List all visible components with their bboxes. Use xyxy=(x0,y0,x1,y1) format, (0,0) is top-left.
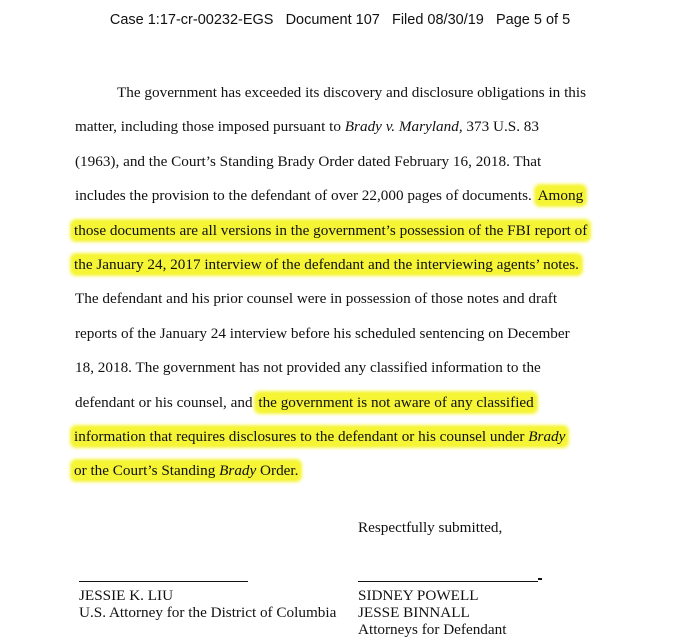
case-header xyxy=(0,12,680,28)
paragraph-line xyxy=(72,420,635,454)
case-citation: Brady xyxy=(219,462,257,480)
filed-date: Filed 08/30/19 xyxy=(391,12,484,28)
body-paragraph xyxy=(75,76,635,489)
highlighted-text: Among xyxy=(537,187,584,205)
line-text: 18, 2018. The government has not provided any classified information to the xyxy=(75,359,541,377)
highlighted-text: the government is not aware of any classified xyxy=(258,393,534,411)
case-number: Case 1:17-cr-00232-EGS xyxy=(109,12,274,28)
paragraph-line xyxy=(75,351,635,385)
signer-title: Attorneys for Defendant xyxy=(358,621,507,638)
case-citation: Brady v. Maryland xyxy=(344,118,459,136)
signer-name: SIDNEY POWELL xyxy=(358,587,479,604)
line-text: , 373 U.S. 83 xyxy=(458,118,539,136)
right-signature-block xyxy=(358,587,506,638)
paragraph-line xyxy=(75,76,635,110)
signer-title: U.S. Attorney for the District of Columbia xyxy=(79,604,337,621)
paragraph-line xyxy=(72,248,635,282)
line-text: defendant or his counsel, and xyxy=(75,393,257,411)
paragraph-line xyxy=(75,386,635,420)
paragraph-line xyxy=(75,282,635,316)
document-number: Document 107 xyxy=(285,12,380,28)
paragraph-line xyxy=(72,214,635,248)
highlighted-text xyxy=(72,427,567,446)
left-signature-line xyxy=(79,581,248,582)
paragraph-line xyxy=(75,145,635,179)
right-signature-line xyxy=(358,581,538,582)
left-signature-block xyxy=(79,587,336,621)
signer-name: JESSIE K. LIU xyxy=(79,587,174,604)
line-text: reports of the January 24 interview before his scheduled sentencing on December xyxy=(75,324,570,342)
closing-phrase: Respectfully submitted, xyxy=(358,519,503,536)
paragraph-line xyxy=(75,110,635,144)
line-text: The government has exceeded its discovery and disclosure obligations in this xyxy=(117,84,587,101)
line-text: The defendant and his prior counsel were in possession of those notes and draft xyxy=(75,290,558,308)
paragraph-line xyxy=(75,179,635,213)
signer-name: JESSE BINNALL xyxy=(358,604,470,621)
highlighted-text: those documents are all versions in the government’s possession of the FBI report of xyxy=(74,221,588,239)
signature-line-mark xyxy=(538,578,542,580)
highlighted-text: the January 24, 2017 interview of the defendant and the interviewing agents’ notes. xyxy=(74,255,579,273)
line-text: Order. xyxy=(256,462,299,480)
line-text: information that requires disclosures to the defendant or his counsel under xyxy=(74,427,529,445)
line-text: or the Court’s Standing xyxy=(74,462,220,480)
paragraph-line xyxy=(75,317,635,351)
page-number: Page 5 of 5 xyxy=(495,12,571,28)
case-citation: Brady xyxy=(528,427,566,445)
line-text: includes the provision to the defendant of over 22,000 pages of documents. xyxy=(75,187,536,205)
paragraph-line xyxy=(72,454,635,488)
highlighted-text xyxy=(72,461,300,480)
line-text: matter, including those imposed pursuant to xyxy=(75,118,345,136)
line-text: (1963), and the Court’s Standing Brady Order dated February 16, 2018. That xyxy=(75,152,542,170)
